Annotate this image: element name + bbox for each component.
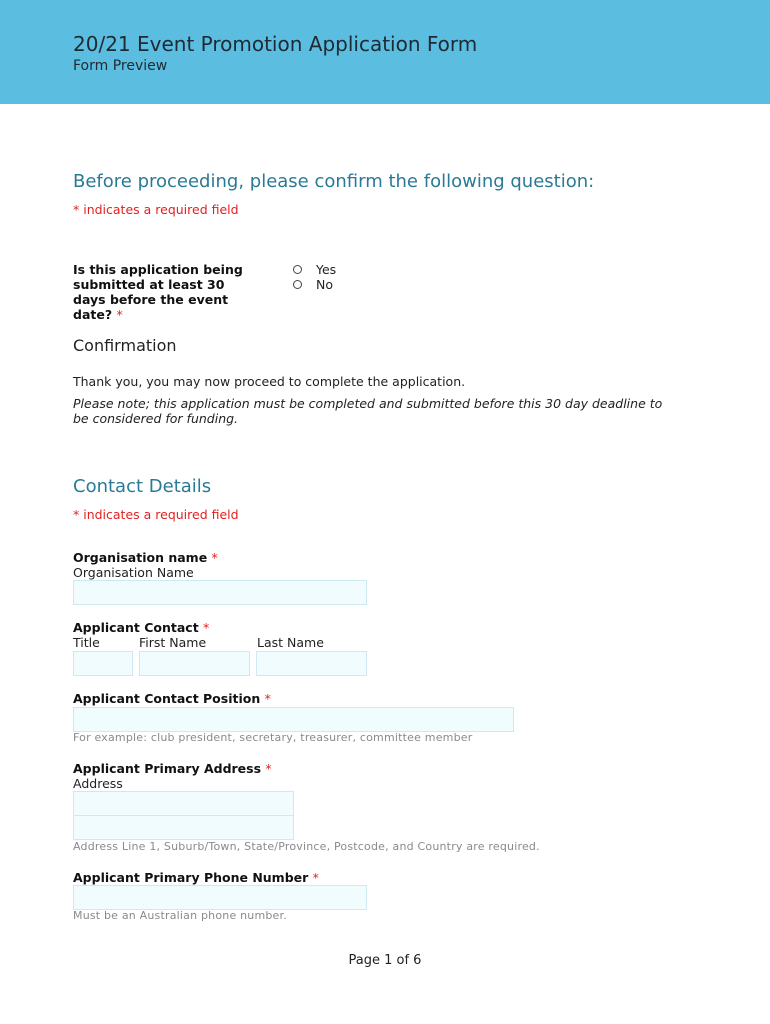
position-input[interactable] [73, 707, 514, 732]
required-note: * indicates a required field [73, 202, 239, 217]
required-star: * [203, 620, 210, 635]
required-note: * indicates a required field [73, 507, 239, 522]
phone-hint: Must be an Australian phone number. [73, 909, 287, 922]
section-title-contact: Contact Details [73, 476, 212, 497]
address-label-text: Applicant Primary Address [73, 761, 262, 776]
position-label-text: Applicant Contact Position [73, 691, 261, 706]
applicant-contact-label-text: Applicant Contact [73, 620, 199, 635]
first-name-sublabel: First Name [139, 635, 207, 650]
page-number: Page 1 of 6 [348, 953, 422, 968]
section-title-confirm-question: Before proceeding, please confirm the following question: [73, 171, 595, 192]
phone-input[interactable] [73, 885, 367, 910]
required-star: * [116, 307, 123, 322]
phone-label [73, 870, 319, 885]
required-star: * [265, 761, 272, 776]
required-star: * [211, 550, 218, 565]
address-hint: Address Line 1, Suburb/Town, State/Province, Postcode, and Country are required. [73, 840, 540, 853]
address-label [73, 761, 272, 776]
form-header [0, 0, 770, 104]
title-input[interactable] [73, 651, 133, 676]
org-label [73, 550, 218, 565]
position-hint: For example: club president, secretary, treasurer, committee member [73, 731, 473, 744]
confirmation-text: Thank you, you may now proceed to complete the application. [73, 374, 466, 389]
radio-circle-icon[interactable] [293, 265, 302, 274]
radio-option-yes[interactable] [293, 262, 336, 277]
form-subtitle: Form Preview [73, 58, 168, 74]
applicant-contact-label [73, 620, 209, 635]
required-star: * [312, 870, 319, 885]
question-label [73, 262, 258, 322]
address-line2-input[interactable] [73, 815, 294, 840]
radio-circle-icon[interactable] [293, 280, 302, 289]
question-text: Is this application being submitted at least 30 days before the event date? [73, 262, 243, 322]
radio-label-yes: Yes [316, 262, 337, 277]
last-name-input[interactable] [256, 651, 367, 676]
radio-label-no: No [316, 277, 333, 292]
required-star: * [264, 691, 271, 706]
org-name-input[interactable] [73, 580, 367, 605]
org-sublabel: Organisation Name [73, 565, 194, 580]
title-sublabel: Title [73, 635, 100, 650]
radio-option-no[interactable] [293, 277, 333, 292]
phone-label-text: Applicant Primary Phone Number [73, 870, 309, 885]
address-sublabel: Address [73, 776, 123, 791]
org-label-text: Organisation name [73, 550, 208, 565]
confirmation-note: Please note; this application must be completed and submitted before this 30 day deadline to be considered for funding. [73, 396, 663, 426]
address-line1-input[interactable] [73, 791, 294, 816]
position-label [73, 691, 271, 706]
last-name-sublabel: Last Name [257, 635, 324, 650]
form-title: 20/21 Event Promotion Application Form [73, 32, 478, 56]
first-name-input[interactable] [139, 651, 250, 676]
confirmation-title: Confirmation [73, 336, 177, 355]
